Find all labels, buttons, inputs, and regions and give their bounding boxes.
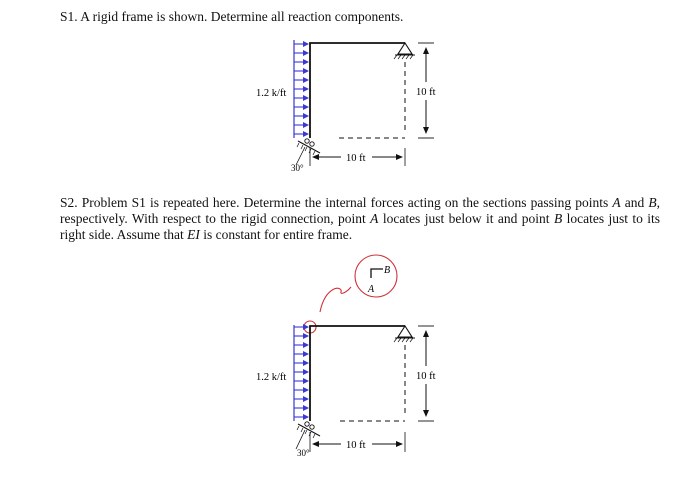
problem-s1-statement: S1. A rigid frame is shown. Determine all reaction components. <box>60 9 404 24</box>
s2-point-b: B <box>648 195 657 210</box>
frame2-angle-label: 30° <box>297 448 310 458</box>
s2-suffix: is constant for entire frame. <box>203 227 353 242</box>
frame-1 <box>256 40 436 173</box>
frame1-members <box>310 43 405 138</box>
callout-leader <box>320 287 351 312</box>
s2-point-a: A <box>612 195 621 210</box>
frame1-width-label: 10 ft <box>346 153 366 164</box>
frame2-height-label: 10 ft <box>416 371 436 382</box>
s2-point-b2: B <box>553 211 563 226</box>
s2-prefix: S2. Problem S1 is repeated here. Determine the internal forces acting on the sections passing points <box>60 195 609 210</box>
callout-label-a: A <box>368 284 375 295</box>
frame1-pin-support <box>394 43 415 59</box>
frame2-width-label: 10 ft <box>346 440 366 451</box>
s2-mid1: and <box>624 195 645 210</box>
frame2-members <box>310 326 405 421</box>
frame1-load-label: 1.2 k/ft <box>256 88 287 99</box>
s2-point-a2: A <box>370 211 379 226</box>
frame2-load-label: 1.2 k/ft <box>256 372 287 383</box>
frame1-height-label: 10 ft <box>416 87 436 98</box>
frame1-distributed-load <box>294 40 308 138</box>
frame2-inclined-roller <box>296 422 320 449</box>
s2-mid3: locates just below it and point <box>382 211 550 226</box>
frame2-pin-support <box>394 326 415 342</box>
s2-ei: EI <box>187 227 200 242</box>
frame2-distributed-load <box>294 325 308 421</box>
frame-2 <box>256 255 436 458</box>
frame1-inclined-roller <box>296 139 320 165</box>
section-callout <box>355 255 397 297</box>
frame1-angle-label: 30° <box>291 163 304 173</box>
s2-mid2: , respectively. With respect to the rigid connection, point <box>60 195 661 226</box>
callout-label-b: B <box>384 265 391 276</box>
s2-mid4: locates just to its right side. Assume that <box>60 211 661 242</box>
